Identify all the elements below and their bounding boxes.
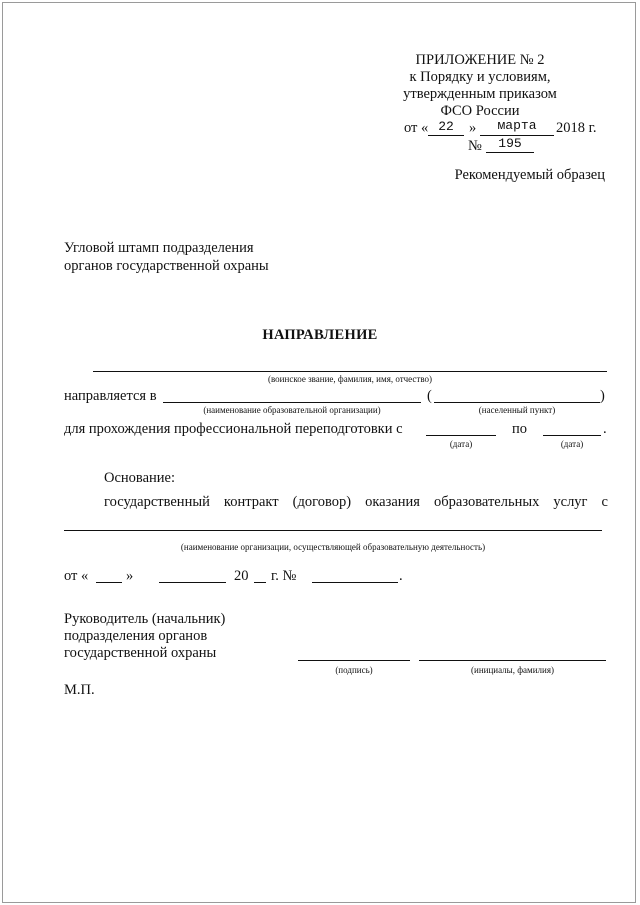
contractor-line [64, 530, 602, 531]
contract-number-line [312, 582, 398, 583]
signatory-line-2: подразделения органов [64, 628, 208, 644]
training-label: для прохождения профессиональной переподготовки с [64, 421, 403, 437]
appendix-number-line [486, 152, 534, 153]
appendix-month: марта [497, 118, 537, 133]
stamp-line-1: Угловой штамп подразделения [64, 240, 254, 256]
basis-label: Основание: [104, 470, 175, 486]
to-label: по [512, 421, 528, 437]
appendix-number-prefix: № [468, 138, 482, 154]
appendix-number: 195 [498, 136, 522, 151]
document-title: НАПРАВЛЕНИЕ [262, 327, 378, 343]
page-border [2, 2, 636, 903]
contract-year-prefix: 20 [234, 568, 249, 584]
stamp-line-2: органов государственной охраны [64, 258, 269, 274]
basis-text: государственный контракт (договор) оказания образовательных услуг с [104, 494, 608, 510]
organization-caption: (наименование образовательной организации) [203, 405, 381, 415]
signatory-line-1: Руководитель (начальник) [64, 611, 226, 627]
contract-date-prefix: от « [64, 568, 89, 584]
start-date-line [426, 435, 496, 436]
contract-number-label: г. № [271, 568, 297, 584]
organization-line [163, 402, 421, 403]
contract-day-line [96, 582, 122, 583]
appendix-day-line [428, 135, 464, 136]
contract-end-dot: . [399, 568, 403, 584]
appendix-title: ПРИЛОЖЕНИЕ № 2 [415, 52, 545, 68]
appendix-day: 22 [438, 119, 454, 134]
seal-place: М.П. [64, 682, 95, 698]
contractor-caption: (наименование организации, осуществляющей образовательную деятельность) [180, 542, 486, 552]
sent-to-label: направляется в [64, 388, 157, 404]
appendix-line-1: к Порядку и условиям, [409, 69, 551, 85]
appendix-date-mid: » [469, 120, 477, 136]
training-end-dot: . [603, 421, 607, 437]
end-date-line [543, 435, 601, 436]
end-date-caption: (дата) [560, 439, 584, 449]
appendix-line-2: утвержденным приказом [403, 86, 557, 102]
signature-line [298, 660, 410, 661]
signatory-line-3: государственной охраны [64, 645, 217, 661]
person-caption: (воинское звание, фамилия, имя, отчество) [268, 374, 432, 384]
contract-year-line [254, 582, 266, 583]
place-line [434, 402, 600, 403]
contract-month-line [159, 582, 226, 583]
signature-caption: (подпись) [335, 665, 373, 675]
sample-note: Рекомендуемый образец [454, 167, 605, 183]
start-date-caption: (дата) [449, 439, 473, 449]
appendix-line-3: ФСО России [440, 103, 520, 119]
appendix-year: 2018 г. [556, 120, 597, 136]
appendix-date-prefix: от « [404, 120, 429, 136]
place-paren-open: ( [427, 388, 432, 404]
initials-caption: (инициалы, фамилия) [471, 665, 554, 675]
place-caption: (населенный пункт) [478, 405, 556, 415]
initials-line [419, 660, 606, 661]
person-line [93, 371, 607, 372]
contract-date-mid: » [126, 568, 134, 584]
place-paren-close: ) [600, 388, 605, 404]
